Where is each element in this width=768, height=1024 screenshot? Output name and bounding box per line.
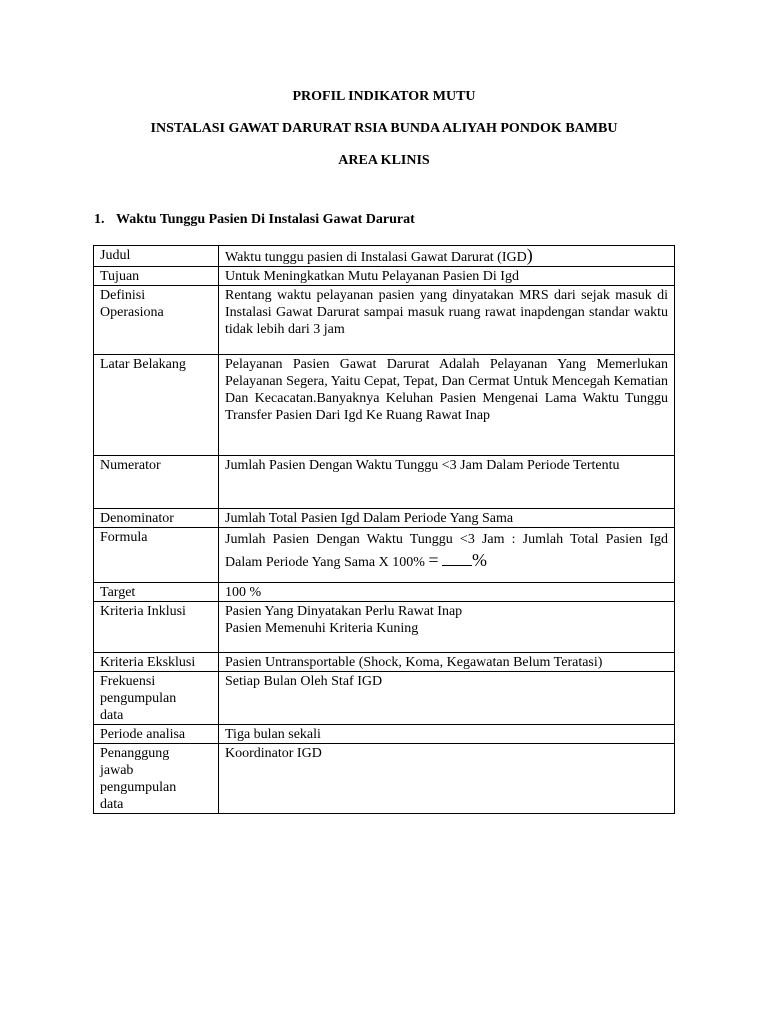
- judul-closing-paren: ): [526, 245, 533, 265]
- row-value: Untuk Meningkatkan Mutu Pelayanan Pasien Di Igd: [219, 267, 675, 286]
- row-value: [219, 528, 675, 583]
- table-row-frekuensi: [94, 672, 675, 725]
- table-row-target: [94, 583, 675, 602]
- formula-percent: %: [472, 550, 488, 570]
- row-label: [94, 672, 219, 725]
- row-label: Kriteria Eksklusi: [94, 653, 219, 672]
- row-label: Kriteria Inklusi: [94, 602, 219, 653]
- row-label: Denominator: [94, 509, 219, 528]
- label-line: data: [100, 708, 124, 723]
- label-line: jawab: [100, 763, 134, 778]
- table-row-kriteria-eksklusi: [94, 653, 675, 672]
- row-value: Pasien Untransportable (Shock, Koma, Kegawatan Belum Teratasi): [219, 653, 675, 672]
- row-label: Formula: [94, 528, 219, 583]
- table-row-numerator: [94, 456, 675, 509]
- label-line: Penanggung: [100, 746, 170, 761]
- table-row-denominator: [94, 509, 675, 528]
- row-label: [94, 744, 219, 814]
- row-value: Rentang waktu pelayanan pasien yang dinyatakan MRS dari sejak masuk di Instalasi Gawat Darurat sampai masuk ruang rawat inapdengan standar waktu tidak lebih dari 3 jam: [219, 286, 675, 355]
- table-row-penanggung-jawab: [94, 744, 675, 814]
- label-line: Definisi: [100, 288, 146, 303]
- row-value: [219, 602, 675, 653]
- formula-blank: [442, 553, 472, 566]
- table-row-periode-analisa: [94, 725, 675, 744]
- row-value: Setiap Bulan Oleh Staf IGD: [219, 672, 675, 725]
- row-value: [219, 246, 675, 267]
- section-title: Waktu Tunggu Pasien Di Instalasi Gawat Darurat: [116, 212, 415, 227]
- table-row-tujuan: [94, 267, 675, 286]
- document-subtitle-area: AREA KLINIS: [338, 153, 430, 168]
- row-label: Tujuan: [94, 267, 219, 286]
- row-label: [94, 286, 219, 355]
- row-label: Numerator: [94, 456, 219, 509]
- table-row-formula: [94, 528, 675, 583]
- row-label: Latar Belakang: [94, 355, 219, 456]
- row-value: Jumlah Total Pasien Igd Dalam Periode Yang Sama: [219, 509, 675, 528]
- row-label: Target: [94, 583, 219, 602]
- table-row-kriteria-inklusi: [94, 602, 675, 653]
- indicator-profile-table: [93, 245, 675, 814]
- value-line: Pasien Memenuhi Kriteria Kuning: [225, 621, 419, 636]
- judul-text: Waktu tunggu pasien di Instalasi Gawat Darurat (IGD: [225, 250, 527, 265]
- section-number: 1.: [94, 212, 105, 227]
- label-line: Frekuensi: [100, 674, 156, 689]
- document-title: PROFIL INDIKATOR MUTU: [292, 89, 476, 104]
- label-line: Operasiona: [100, 305, 164, 320]
- document-subtitle-institution: INSTALASI GAWAT DARURAT RSIA BUNDA ALIYAH PONDOK BAMBU: [150, 121, 618, 136]
- value-line: Pasien Yang Dinyatakan Perlu Rawat Inap: [225, 604, 463, 619]
- row-value: Koordinator IGD: [219, 744, 675, 814]
- formula-text: Jumlah Pasien Dengan Waktu Tunggu <3 Jam : Jumlah Total Pasien Igd Dalam Periode Yang Sama X 100%: [225, 532, 668, 570]
- label-line: data: [100, 797, 124, 812]
- row-value: Pelayanan Pasien Gawat Darurat Adalah Pelayanan Yang Memerlukan Pelayanan Segera, Yaitu Cepat, Tepat, Dan Cermat Untuk Mencegah Kematian Dan Kecacatan.Banyaknya Keluhan Pasien Mengenai Lama Waktu Tunggu Transfer Pasien Dari Igd Ke Ruang Rawat Inap: [219, 355, 675, 456]
- row-value: 100 %: [219, 583, 675, 602]
- section-heading: [94, 212, 415, 228]
- row-label: Judul: [94, 246, 219, 267]
- table-row-latar-belakang: [94, 355, 675, 456]
- row-value: Tiga bulan sekali: [219, 725, 675, 744]
- formula-equals: =: [428, 550, 439, 570]
- table-row-definisi: [94, 286, 675, 355]
- label-line: pengumpulan: [100, 780, 177, 795]
- row-label: Periode analisa: [94, 725, 219, 744]
- row-value: Jumlah Pasien Dengan Waktu Tunggu <3 Jam Dalam Periode Tertentu: [219, 456, 675, 509]
- table-row-judul: [94, 246, 675, 267]
- label-line: pengumpulan: [100, 691, 177, 706]
